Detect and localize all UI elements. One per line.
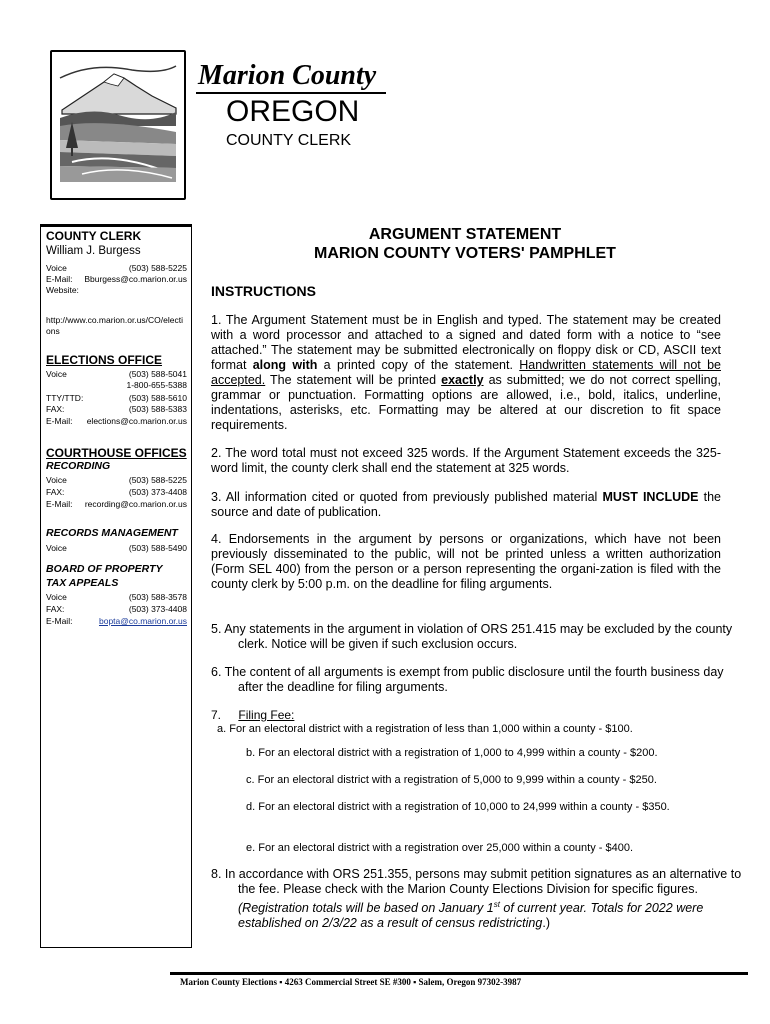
bopta-voice: (503) 588-3578 [128, 592, 187, 602]
footer-divider [170, 972, 748, 975]
elections-fax: (503) 588-5383 [128, 404, 187, 414]
recording-email[interactable]: recording@co.marion.or.us [84, 499, 187, 509]
elections-email[interactable]: elections@co.marion.or.us [86, 416, 187, 426]
elections-voice: (503) 588-5041 [128, 369, 187, 379]
instruction-8 [211, 867, 748, 931]
fee-item-d: d. For an electoral district with a registration of 10,000 to 24,999 within a county - $350. [246, 801, 670, 813]
instruction-7-number: 7. [211, 708, 222, 722]
elections-email-label: E-Mail: [46, 416, 73, 426]
instruction-8-italic: (Registration totals will be based on January 1 [238, 901, 494, 916]
records-voice-row [46, 543, 187, 554]
recording-voice-label: Voice [46, 475, 67, 485]
clerk-email-row [46, 274, 187, 285]
instruction-5: 5. Any statements in the argument in violation of ORS 251.415 may be excluded by the county clerk. Notice will be given if such exclusion occurs. [211, 622, 733, 651]
clerk-website-link[interactable]: http://www.co.marion.or.us/CO/elections [46, 315, 183, 336]
clerk-voice: (503) 588-5225 [128, 263, 187, 273]
records-voice-label: Voice [46, 543, 67, 553]
instruction-1-text-4: as submitted; we do not correct spelling, grammar or punctuation. Formatting options are allowed, i.e., bold, italics, underline, indentations, asterisks, etc. Formatting may be altered at our discretion to fit space requirements. [211, 373, 721, 432]
bopta-fax-label: FAX: [46, 604, 65, 614]
elections-fax-row [46, 404, 187, 415]
mountain-landscape-icon [52, 52, 184, 198]
clerk-email-label: E-Mail: [46, 274, 73, 284]
clerk-email[interactable]: Bburgess@co.marion.or.us [84, 274, 187, 284]
instruction-7 [211, 708, 294, 722]
instruction-2: 2. The word total must not exceed 325 words. If the Argument Statement exceeds the 325-word limit, the county clerk shall end the statement at 325 words. [211, 446, 721, 475]
clerk-voice-row [46, 263, 187, 274]
elections-tty-row [46, 393, 187, 404]
clerk-website-row [46, 285, 187, 296]
elections-fax-label: FAX: [46, 404, 65, 414]
recording-fax-row [46, 487, 187, 498]
elections-heading: ELECTIONS OFFICE [46, 353, 163, 367]
clerk-name: William J. Burgess [46, 245, 141, 257]
bopta-email-label: E-Mail: [46, 616, 73, 626]
records-heading: RECORDS MANAGEMENT [46, 527, 178, 539]
instruction-1-exactly: exactly [441, 373, 484, 387]
recording-voice: (503) 588-5225 [128, 475, 187, 485]
instruction-1-handwritten-note: Handwritten statements will not be accepted. [211, 358, 721, 387]
instruction-3-text-2: the source and date of publication. [211, 490, 721, 519]
bopta-email-row [46, 616, 187, 627]
clerk-website-label: Website: [46, 285, 79, 295]
recording-voice-row [46, 475, 187, 486]
instruction-3-must-include: MUST INCLUDE [602, 490, 699, 504]
instruction-6: 6. The content of all arguments is exempt from public disclosure until the fourth business day after the deadline for filing arguments. [211, 665, 724, 694]
instruction-3 [211, 490, 721, 520]
instruction-4: 4. Endorsements in the argument by persons or organizations, which have not been previously disseminated to the public, will not be printed unless a written authorization (Form SEL 400) from the person or a person representing the organi-zation is filed with the county clerk by 5:00 p.m. on the deadline for filing arguments. [211, 532, 721, 591]
elections-tty: (503) 588-5610 [128, 393, 187, 403]
fee-item-c: c. For an electoral district with a registration of 5,000 to 9,999 within a county - $250. [246, 774, 657, 786]
bopta-voice-row [46, 592, 187, 603]
instruction-8-superscript: st [493, 900, 500, 909]
fee-item-e: e. For an electoral district with a registration over 25,000 within a county - $400. [246, 842, 634, 854]
recording-heading: RECORDING [46, 460, 111, 472]
elections-email-row [46, 416, 187, 427]
clerk-voice-label: Voice [46, 263, 67, 273]
brand-state: OREGON [226, 95, 360, 128]
bopta-email[interactable]: bopta@co.marion.or.us [98, 616, 187, 626]
instruction-8-italic-2: of current year. Totals for 2022 were established on 2/3/22 as a result of census redistricting [238, 901, 704, 931]
instruction-8-text: 8. In accordance with ORS 251.355, persons may submit petition signatures as an alternative to the fee. Please check with the Marion County Elections Division for specific figures. [211, 867, 742, 896]
bopta-fax: (503) 373-4408 [128, 604, 187, 614]
brand-divider [196, 92, 386, 94]
instructions-heading: INSTRUCTIONS [211, 283, 316, 299]
clerk-heading: COUNTY CLERK [46, 229, 142, 243]
brand-name: Marion County [198, 60, 377, 91]
records-voice: (503) 588-5490 [128, 543, 187, 553]
recording-email-row [46, 499, 187, 510]
footer-address: Marion County Elections ▪ 4263 Commercial Street SE #300 ▪ Salem, Oregon 97302-3987 [180, 977, 522, 987]
page-subtitle: MARION COUNTY VOTERS' PAMPHLET [314, 245, 616, 262]
courthouse-heading: COURTHOUSE OFFICES [46, 446, 187, 460]
instruction-8-close: .) [542, 916, 550, 931]
bopta-heading-1: BOARD OF PROPERTY [46, 563, 163, 575]
elections-tollfree-row [46, 380, 187, 391]
elections-voice-label: Voice [46, 369, 67, 379]
elections-tollfree: 1-800-655-5388 [126, 380, 187, 390]
brand-office: COUNTY CLERK [226, 132, 352, 149]
fee-item-a: a. For an electoral district with a registration of less than 1,000 within a county - $100. [217, 723, 633, 735]
instruction-1-text-3: The statement will be printed [265, 373, 442, 387]
bopta-heading-2: TAX APPEALS [46, 577, 119, 589]
instruction-1-text: 1. The Argument Statement must be in English and typed. The statement may be created with a word processor and attached to a signed and dated form with a notice to “see attached.” The statement may be submitted electronically on floppy disk or CD, ASCII text format [211, 313, 721, 372]
elections-tty-label: TTY/TTD: [46, 393, 84, 403]
instruction-1-text-2: a printed copy of the statement. [317, 358, 520, 372]
county-logo [50, 50, 186, 200]
page-title: ARGUMENT STATEMENT [368, 226, 562, 243]
recording-fax-label: FAX: [46, 487, 65, 497]
filing-fee-heading: Filing Fee: [238, 708, 295, 722]
bopta-voice-label: Voice [46, 592, 67, 602]
instruction-1 [211, 313, 721, 433]
recording-fax: (503) 373-4408 [128, 487, 187, 497]
recording-email-label: E-Mail: [46, 499, 73, 509]
fee-item-b: b. For an electoral district with a registration of 1,000 to 4,999 within a county - $200. [246, 747, 658, 759]
elections-voice-row [46, 369, 187, 380]
contact-sidebar [40, 224, 192, 948]
bopta-fax-row [46, 604, 187, 615]
instruction-3-text: 3. All information cited or quoted from previously published material [211, 490, 603, 504]
instruction-1-emphasis: along with [252, 358, 318, 372]
